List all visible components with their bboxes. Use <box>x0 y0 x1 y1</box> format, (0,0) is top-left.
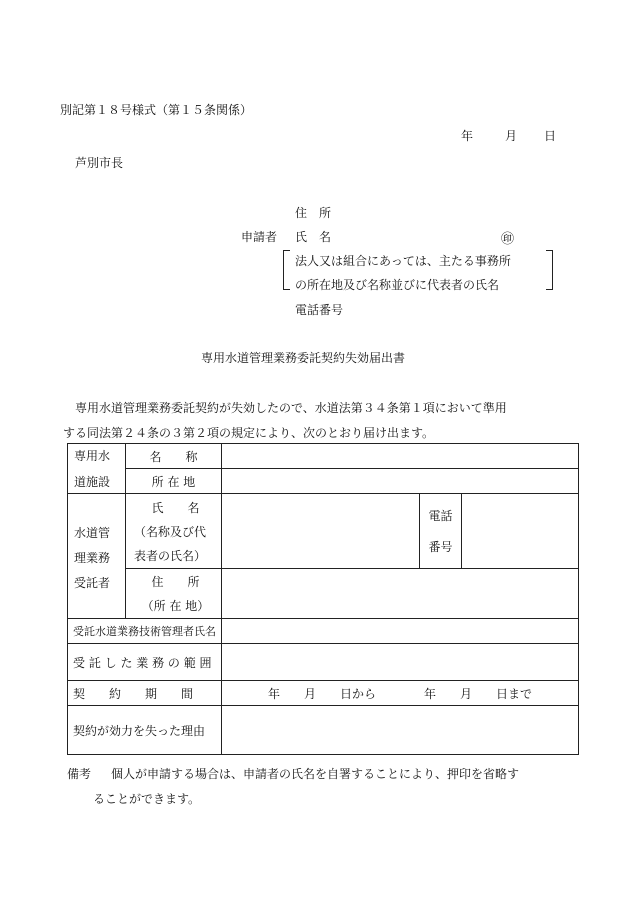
date-day-label: 日 <box>544 129 557 143</box>
reason-field[interactable] <box>222 706 579 755</box>
table-row <box>68 494 579 569</box>
applicant-role-label: 申請者 <box>241 230 278 244</box>
period-label: 契 約 期 間 <box>68 681 222 706</box>
contractor-phone-field[interactable] <box>462 494 579 569</box>
note-right-bracket <box>546 250 553 290</box>
body-line2: する同法第２４条の３第２項の規定により、次のとおり届け出ます。 <box>63 426 435 440</box>
facility-name-label: 名 称 <box>126 444 222 469</box>
applicant-name-label: 氏 名 <box>295 230 332 244</box>
table-row <box>68 619 579 644</box>
body-line1: 専用水道管理業務委託契約が失効したので、水道法第３４条第１項において準用 <box>75 401 507 415</box>
contractor-name-field[interactable] <box>222 494 420 569</box>
period-field[interactable]: 年 月 日から 年 月 日まで <box>222 681 579 706</box>
date-month-label: 月 <box>505 129 518 143</box>
table-row <box>68 681 579 706</box>
contractor-address-field[interactable] <box>222 569 579 619</box>
table-row <box>68 644 579 681</box>
scope-label: 受 託 し た 業 務 の 範 囲 <box>68 644 222 681</box>
document-title: 専用水道管理業務委託契約失効届出書 <box>201 351 406 365</box>
applicant-address-label: 住 所 <box>295 206 332 220</box>
scope-field[interactable] <box>222 644 579 681</box>
reason-label: 契約が効力を失った理由 <box>68 706 222 755</box>
remarks-line2: ることができます。 <box>93 792 201 806</box>
remarks-label: 備考 <box>67 767 92 781</box>
table-row <box>68 469 579 494</box>
date-year-label: 年 <box>461 129 474 143</box>
contractor-phone-label: 電話 番号 <box>420 494 462 569</box>
contractor-name-label: 氏 名 （名称及び代 表者の氏名） <box>126 494 222 569</box>
table-row <box>68 444 579 469</box>
note-left-bracket <box>283 250 290 290</box>
applicant-note-line2: の所在地及び名称並びに代表者の氏名 <box>295 278 500 292</box>
contractor-label-cell: 水道管 理業務 受託者 <box>68 494 126 619</box>
contractor-address-label: 住 所 （所 在 地） <box>126 569 222 619</box>
addressee: 芦別市長 <box>75 156 124 170</box>
remarks-line1: 個人が申請する場合は、申請者の氏名を自署することにより、押印を省略す <box>111 767 520 781</box>
facility-location-field[interactable] <box>222 469 579 494</box>
table-row <box>68 569 579 619</box>
notification-table <box>67 443 579 755</box>
table-row <box>68 706 579 755</box>
applicant-phone-label: 電話番号 <box>295 303 344 317</box>
form-number: 別記第１８号様式（第１５条関係） <box>60 103 253 117</box>
tech-manager-label: 受託水道業務技術管理者氏名 <box>68 619 222 644</box>
tech-manager-field[interactable] <box>222 619 579 644</box>
applicant-note-line1: 法人又は組合にあっては、主たる事務所 <box>295 254 511 268</box>
facility-location-label: 所 在 地 <box>126 469 222 494</box>
facility-name-field[interactable] <box>222 444 579 469</box>
seal-mark: ㊞ <box>501 232 515 247</box>
facility-label-cell: 専用水 道施設 <box>68 444 126 494</box>
